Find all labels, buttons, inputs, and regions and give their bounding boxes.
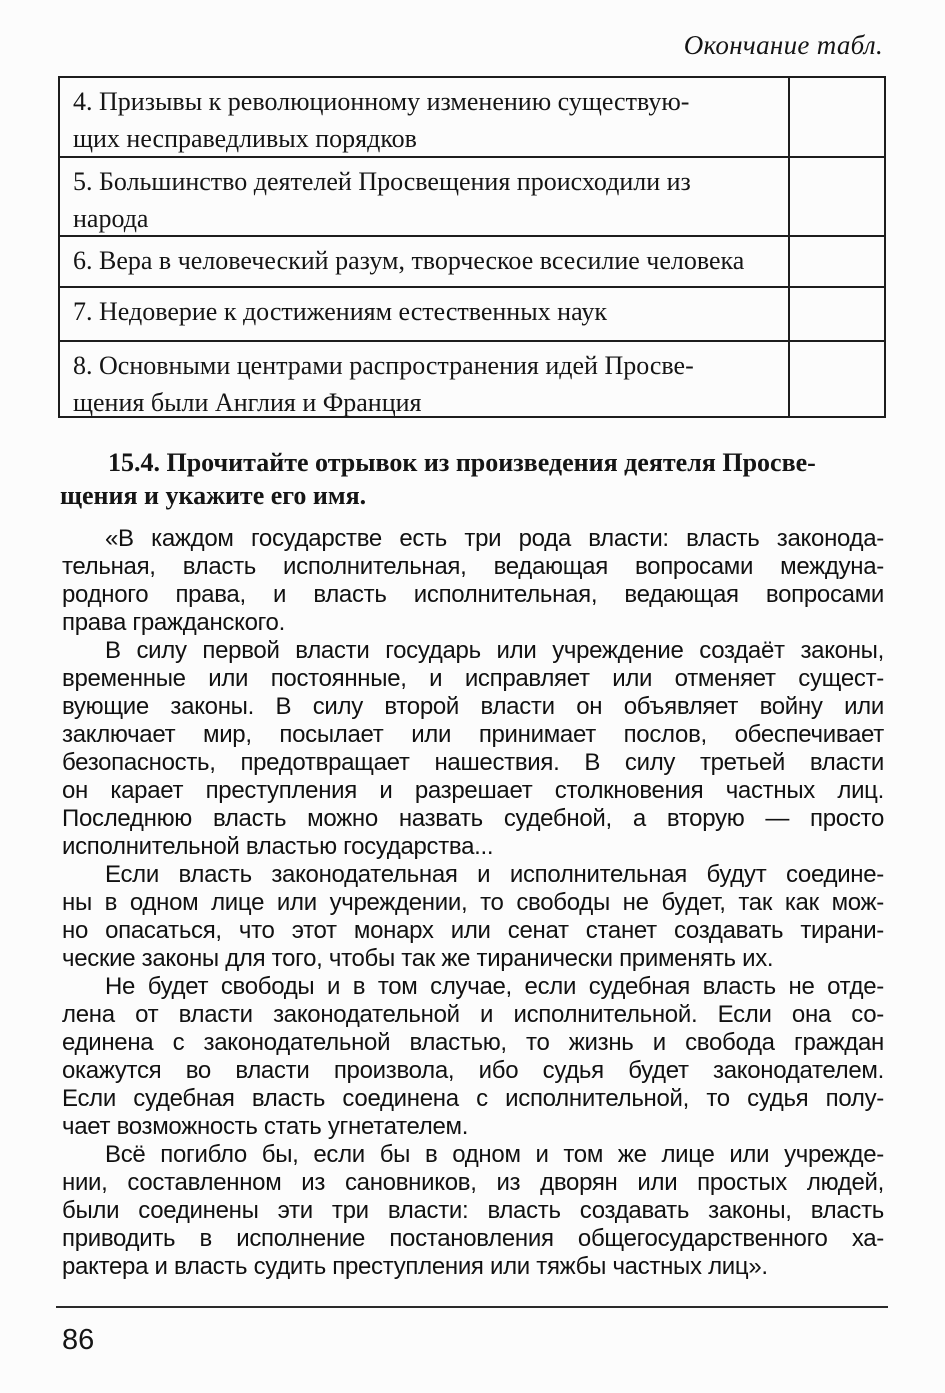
statement-text: народа (73, 204, 149, 233)
table-row (60, 342, 884, 416)
footer-rule (56, 1306, 888, 1308)
statement-text: щения были Англия и Франция (73, 388, 422, 417)
statement-cell (60, 342, 790, 416)
passage-line: «В каждом государстве есть три рода власти: власть законода- (105, 525, 884, 552)
passage (62, 525, 884, 1281)
passage-line: безопасность, предотвращает нашествия. В силу третьей власти (62, 749, 884, 776)
passage-line: Если судебная власть соединена с исполнительной, то судья полу- (62, 1085, 884, 1112)
passage-line: заключает мир, посылает или принимает послов, обеспечивает (62, 721, 884, 748)
statement-cell (60, 288, 790, 340)
passage-line: Всё погибло бы, если бы в одном и том же лице или учрежде- (105, 1141, 884, 1168)
passage-line: ческие законы для того, чтобы так же тиранически применять их. (62, 945, 774, 972)
passage-line: Последнюю власть можно назвать судебной, а вторую — просто (62, 805, 884, 832)
passage-line: чает возможность стать угнетателем. (62, 1113, 469, 1140)
page-number: 86 (62, 1324, 95, 1356)
statement-text: щих несправедливых порядков (73, 124, 417, 153)
table-row (60, 158, 884, 237)
table-row (60, 78, 884, 158)
statement-cell (60, 237, 790, 286)
passage-line: рактера и власть судить преступления или тяжбы частных лиц». (62, 1253, 768, 1280)
table-row (60, 237, 884, 288)
section-heading-line: щения и укажите его имя. (60, 481, 367, 510)
passage-line: В силу первой власти государь или учреждение создаёт законы, (105, 637, 884, 664)
statement-text: 7. Недоверие к достижениям естественных наук (73, 297, 607, 326)
statement-cell (60, 78, 790, 156)
statement-text: 5. Большинство деятелей Просвещения происходили из (73, 167, 691, 196)
passage-line: Если власть законодательная и исполнительная будут соедине- (105, 861, 884, 888)
passage-line: он карает преступления и разрешает столкновения частных лиц. (62, 777, 884, 804)
passage-line: исполнительной властью государства... (62, 833, 494, 860)
enlightenment-table (58, 76, 886, 418)
passage-line: тельная, власть исполнительная, ведающая вопросами междуна- (62, 553, 884, 580)
passage-line: нии, составленном из сановников, из дворян или простых людей, (62, 1169, 884, 1196)
answer-cell (790, 288, 884, 340)
passage-line: родного права, и власть исполнительная, ведающая вопросами (62, 581, 884, 608)
answer-cell (790, 342, 884, 416)
answer-cell (790, 158, 884, 235)
passage-line: лена от власти законодательной и исполнительной. Если она со- (62, 1001, 884, 1028)
passage-line: единена с законодательной властью, то жизнь и свобода граждан (62, 1029, 884, 1056)
statement-text: 4. Призывы к революционному изменению существую- (73, 87, 690, 116)
passage-line: приводить в исполнение постановления общегосударственного ха- (62, 1225, 884, 1252)
section-heading-line: 15.4. Прочитайте отрывок из произведения деятеля Просве- (108, 448, 816, 477)
answer-cell (790, 237, 884, 286)
passage-line: временные или постоянные, и исправляет или отменяет сущест- (62, 665, 884, 692)
passage-line: вующие законы. В силу второй власти он объявляет войну или (62, 693, 884, 720)
passage-line: ны в одном лице или учреждении, то свободы не будет, так как мож- (62, 889, 884, 916)
answer-cell (790, 78, 884, 156)
statement-text: 6. Вера в человеческий разум, творческое всесилие человека (73, 246, 745, 275)
passage-line: Не будет свободы и в том случае, если судебная власть не отде- (105, 973, 884, 1000)
passage-line: но опасаться, что этот монарх или сенат станет создавать тирани- (62, 917, 884, 944)
table-row (60, 288, 884, 342)
running-head: Окончание табл. (683, 30, 883, 60)
section-heading (60, 446, 886, 512)
statement-cell (60, 158, 790, 235)
statement-text: 8. Основными центрами распространения идей Просве- (73, 351, 694, 380)
passage-line: права гражданского. (62, 609, 285, 636)
passage-line: окажутся во власти произвола, ибо судья будет законодателем. (62, 1057, 884, 1084)
passage-line: были соединены эти три власти: власть создавать законы, власть (62, 1197, 884, 1224)
